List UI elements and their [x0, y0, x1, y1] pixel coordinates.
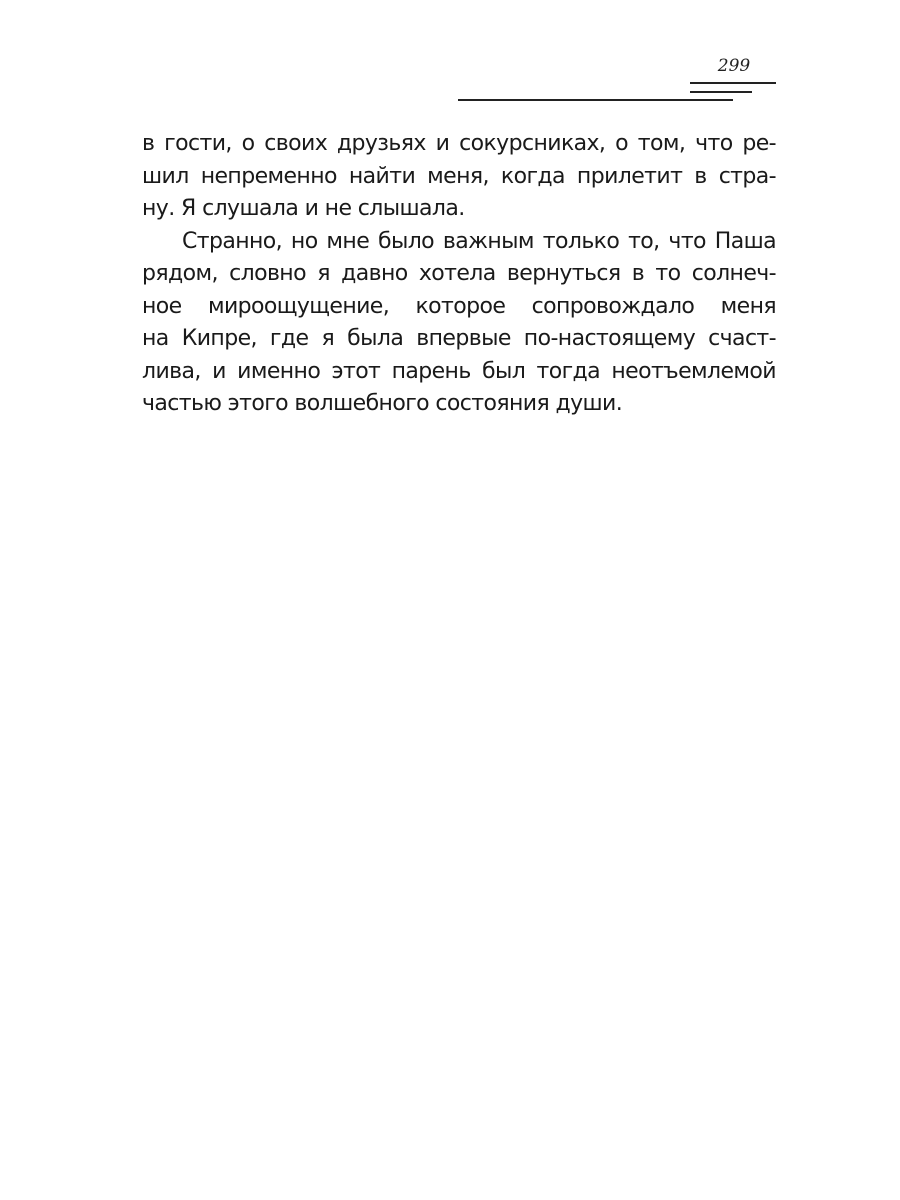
header-rule-long [458, 99, 733, 101]
page-number: 299 [717, 56, 751, 76]
text-line: ное мироощущение, которое сопровождало меня [142, 293, 776, 319]
text-line: шил непременно найти меня, когда прилетит в стра- [142, 163, 776, 189]
paragraph-1 [142, 128, 776, 226]
header-rule-top [690, 82, 776, 84]
text-line: в гости, о своих друзьях и сокурсниках, о том, что ре- [142, 131, 776, 156]
text-line: на Кипре, где я была впервые по-настоящему счаст- [142, 326, 776, 351]
header-rule-middle [690, 91, 752, 93]
paragraph-2 [142, 226, 776, 421]
text-line: Странно, но мне было важным только то, что Паша [182, 228, 776, 254]
body-text [142, 128, 776, 421]
text-line: лива, и именно этот парень был тогда неотъемлемой [142, 358, 776, 384]
text-line: частью этого волшебного состояния души. [142, 391, 623, 416]
text-line: ну. Я слушала и не слышала. [142, 196, 465, 221]
text-line: рядом, словно я давно хотела вернуться в то солнеч- [142, 261, 776, 286]
